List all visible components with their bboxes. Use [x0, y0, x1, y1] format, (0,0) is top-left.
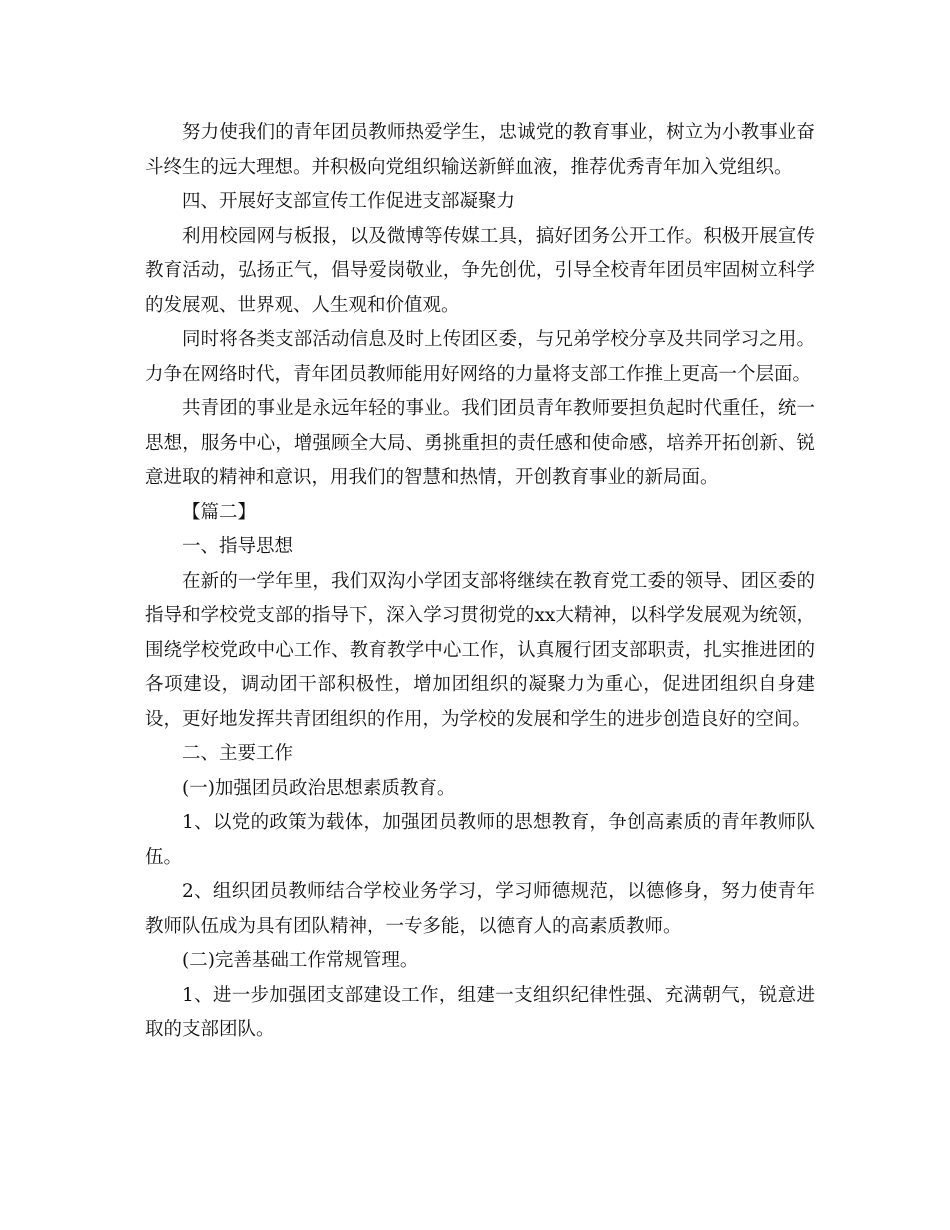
part-heading: 【篇二】 — [182, 501, 257, 523]
paragraph: 同时将各类支部活动信息及时上传团区委，与兄弟学校分享及共同学习之用。力争在网络时代，青年团员教师能用好网络的力量将支部工作推上更高一个层面。 — [145, 329, 815, 385]
section-heading: 一、指导思想 — [182, 536, 294, 557]
paragraph: 2、组织团员教师结合学校业务学习，学习师德规范，以德修身，努力使青年教师队伍成为具有团队精神，一专多能，以德育人的高素质教师。 — [145, 881, 815, 937]
section-heading: 二、主要工作 — [182, 743, 294, 764]
paragraph: 利用校园网与板报，以及微博等传媒工具，搞好团务公开工作。积极开展宣传教育活动，弘扬正气，倡导爱岗敬业，争先创优，引导全校青年团员牢固树立科学的发展观、世界观、人生观和价值观。 — [145, 225, 815, 316]
section-heading: 四、开展好支部宣传工作促进支部凝聚力 — [182, 191, 516, 212]
paragraph: 共青团的事业是永远年轻的事业。我们团员青年教师要担负起时代重任，统一思想，服务中心，增强顾全大局、勇挑重担的责任感和使命感，培养开拓创新、锐意进取的精神和意识，用我们的智慧和热情，开创教育事业的新局面。 — [145, 398, 815, 488]
document-body — [145, 116, 815, 1048]
subsection-heading: (一)加强团员政治思想素质教育。 — [182, 777, 456, 799]
subsection-heading: (二)完善基础工作常规管理。 — [182, 950, 419, 971]
paragraph: 在新的一学年里，我们双沟小学团支部将继续在教育党工委的领导、团区委的指导和学校党支部的指导下，深入学习贯彻党的xx大精神，以科学发展观为统领，围绕学校党政中心工作、教育教学中心工作，认真履行团支部职责，扎实推进团的各项建设，调动团干部积极性，增加团组织的凝聚力为重心，促进团组织自身建设，更好地发挥共青团组织的作用，为学校的发展和学生的进步创造良好的空间。 — [145, 570, 815, 730]
paragraph: 1、以党的政策为载体，加强团员教师的思想教育，争创高素质的青年教师队伍。 — [145, 812, 815, 868]
paragraph: 1、进一步加强团支部建设工作，组建一支组织纪律性强、充满朝气，锐意进取的支部团队。 — [145, 984, 815, 1040]
paragraph: 努力使我们的青年团员教师热爱学生，忠诚党的教育事业，树立为小教事业奋斗终生的远大理想。并积极向党组织输送新鲜血液，推荐优秀青年加入党组织。 — [145, 122, 815, 178]
